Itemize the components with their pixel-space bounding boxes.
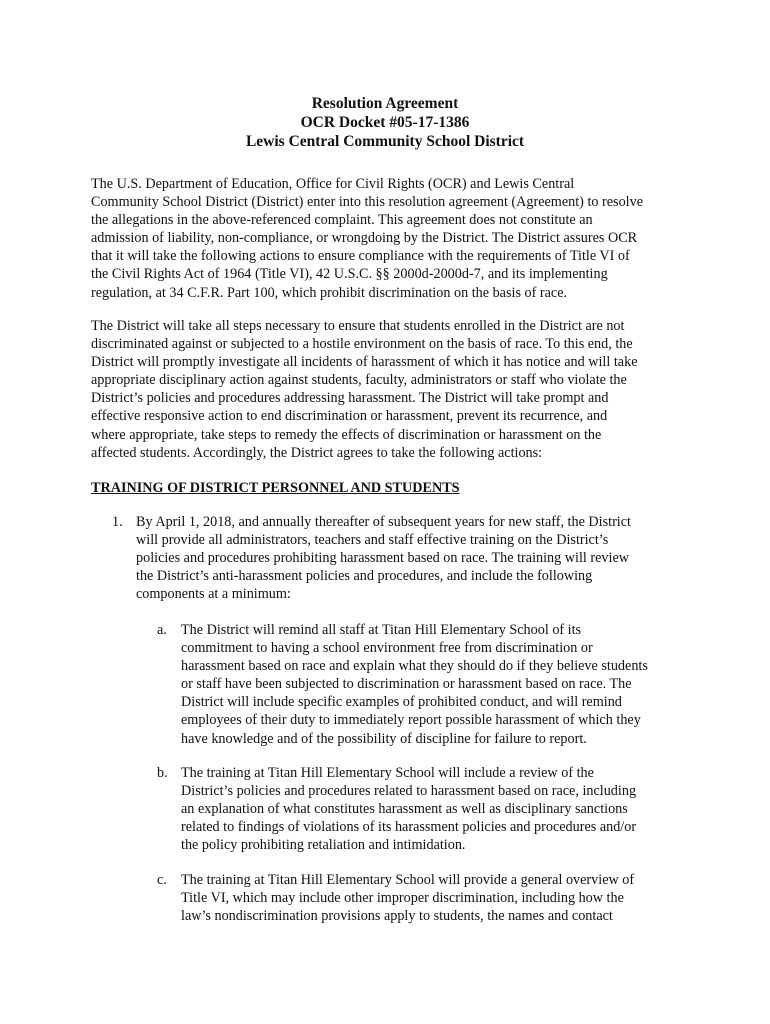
intro-paragraph: The U.S. Department of Education, Office for Civil Rights (OCR) and Lewis Central Community School District (District) enter into this resolution agreement (Agreement) to resolve the allegations in the above-referenced complaint. This agreement does not constitute an admission of liability, non-compliance, or wrongdoing by the District. The District assures OCR that it will take the following actions to ensure compliance with the requirements of Title VI of the Civil Rights Act of 1964 (Title VI), 42 U.S.C. §§ 2000d-2000d-7, and its implementing regulation, at 34 C.F.R. Part 100, which prohibit discrimination on the basis of race. (91, 176, 644, 301)
numbered-item-1 (112, 513, 682, 603)
list-item-text: The training at Titan Hill Elementary School will provide a general overview of Title VI, which may include other improper discrimination, including how the law’s nondiscrimination provisions apply to students, the names and contact (181, 872, 635, 925)
document-header (0, 94, 770, 151)
district-name: Lewis Central Community School District (245, 133, 525, 150)
list-marker: 1. (112, 514, 123, 530)
list-marker: c. (157, 872, 167, 888)
docket-number: OCR Docket #05-17-1386 (300, 114, 470, 131)
section-heading-training: TRAINING OF DISTRICT PERSONNEL AND STUDENTS (91, 480, 460, 496)
list-item-text: The training at Titan Hill Elementary School will include a review of the District’s policies and procedures related to harassment based on race, including an explanation of what constitutes harassment as well as disciplinary sanctions related to findings of violations of its harassment policies and procedures and/or the policy prohibiting retaliation and intimidation. (181, 765, 637, 854)
sub-item-b (157, 764, 687, 854)
list-item-text: The District will remind all staff at Titan Hill Elementary School of its commitment to having a school environment free from discrimination or harassment based on race and explain what they should do if they believe students or staff have been subjected to discrimination or harassment based on race. The District will include specific examples of prohibited conduct, and will remind employees of their duty to immediately report possible harassment of which they have knowledge and of the possibility of discipline for failure to report. (181, 622, 648, 747)
sub-item-a (157, 621, 687, 748)
list-marker: a. (157, 622, 167, 638)
commitment-paragraph: The District will take all steps necessary to ensure that students enrolled in the District are not discriminated against or subjected to a hostile environment on the basis of race. To this end, the District will promptly investigate all incidents of harassment of which it has notice and will take appropriate disciplinary action against students, faculty, administrators or staff who violate the District’s policies and procedures addressing harassment. The District will take prompt and effective responsive action to end discrimination or harassment, prevent its recurrence, and where appropriate, take steps to remedy the effects of discrimination or harassment on the affected students. Accordingly, the District agrees to take the following actions: (91, 318, 638, 461)
document-title: Resolution Agreement (311, 95, 459, 112)
list-marker: b. (157, 765, 168, 781)
list-item-text: By April 1, 2018, and annually thereafter of subsequent years for new staff, the District will provide all administrators, teachers and staff effective training on the District’s policies and procedures prohibiting harassment based on race. The training will review the District’s anti-harassment policies and procedures, and include the following components at a minimum: (136, 514, 631, 603)
sub-item-c (157, 871, 687, 925)
